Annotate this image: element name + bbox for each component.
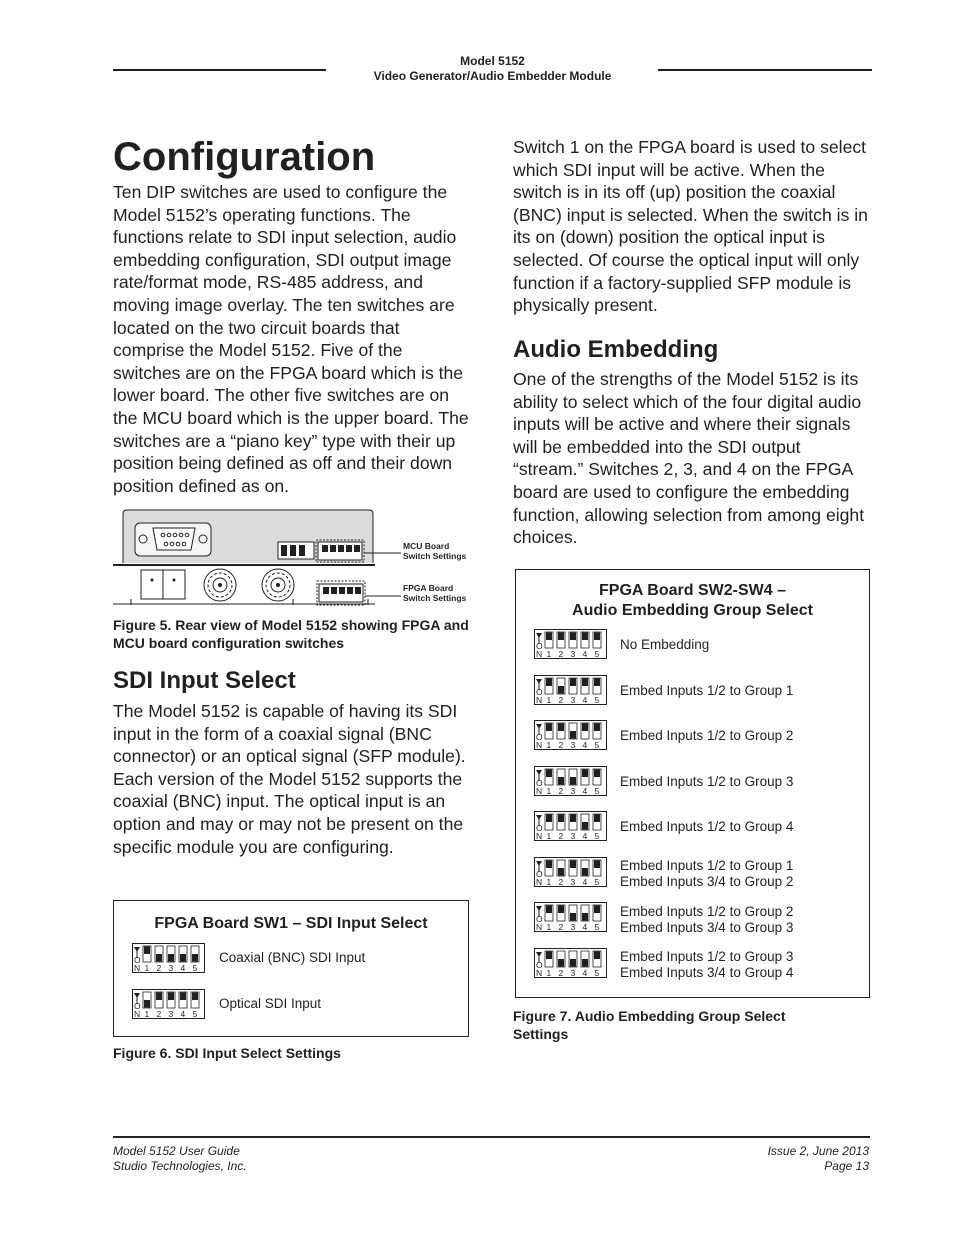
svg-text:O: O (536, 687, 543, 697)
svg-text:5: 5 (594, 968, 600, 978)
svg-text:3: 3 (570, 922, 576, 932)
svg-text:4: 4 (180, 963, 186, 973)
svg-text:O: O (536, 869, 543, 879)
svg-text:5: 5 (594, 877, 600, 887)
dip-switch (132, 943, 206, 978)
svg-text:2: 2 (558, 968, 564, 978)
svg-text:O: O (536, 914, 543, 924)
dip-switch-graphic (534, 902, 608, 932)
svg-text:3: 3 (570, 786, 576, 796)
svg-text:3: 3 (570, 831, 576, 841)
svg-text:N: N (536, 695, 543, 705)
figure7-caption: Figure 7. Audio Embedding Group Select Settings (513, 1008, 786, 1042)
figure7-row-label-2: Embed Inputs 3/4 to Group 2 (620, 874, 794, 889)
sdi-heading: SDI Input Select (113, 667, 296, 694)
svg-text:1: 1 (546, 831, 552, 841)
svg-text:2: 2 (156, 963, 162, 973)
svg-text:1: 1 (144, 963, 150, 973)
figure7-row-label: No Embedding (620, 637, 710, 652)
svg-text:3: 3 (570, 877, 576, 887)
figure6-row-label: Coaxial (BNC) SDI Input (219, 950, 366, 965)
svg-text:5: 5 (192, 963, 198, 973)
svg-text:5: 5 (192, 1009, 198, 1019)
svg-text:3: 3 (570, 695, 576, 705)
figure7-row-label: Embed Inputs 1/2 to Group 4 (620, 819, 794, 834)
header-product: Video Generator/Audio Embedder Module (373, 69, 612, 83)
svg-text:2: 2 (558, 877, 564, 887)
dip-switch (534, 629, 608, 664)
intro-paragraph: Ten DIP switches are used to configure the Model 5152’s operating functions. The functions relate to SDI input selection, audio embedding configuration, SDI output image rate/format mode, RS-485 address, and moving image overlay. The ten switches are located on the two circuit boards that comprise the Model 5152. Five of the switches are on the FPGA board which is the lower board. The other five switches are on the MCU board which is the upper board. The switches are a “piano key” type with their up position being defined as off and their down position defined as on. (113, 182, 469, 496)
svg-text:O: O (536, 960, 543, 970)
figure7-row-label: Embed Inputs 1/2 to Group 1 (620, 683, 794, 698)
figure5-caption: Figure 5. Rear view of Model 5152 showing FPGA and MCU board configuration switches (113, 617, 469, 651)
svg-text:3: 3 (570, 740, 576, 750)
figure6-title: FPGA Board SW1 – SDI Input Select (154, 915, 428, 932)
svg-text:3: 3 (168, 1009, 174, 1019)
figure7-title-line1: FPGA Board SW2-SW4 – (599, 582, 786, 599)
mcu-label-line1: MCU Board (403, 541, 450, 551)
dip-switch-graphic (132, 989, 206, 1019)
fpga-board-label (403, 583, 466, 603)
svg-text:N: N (536, 786, 543, 796)
header-model: Model 5152 (460, 54, 525, 68)
dip-switch (534, 948, 608, 983)
figure7-row-label: Embed Inputs 1/2 to Group 2 (620, 728, 794, 743)
svg-text:4: 4 (582, 831, 588, 841)
header-rule-left (113, 69, 326, 71)
figure6-caption: Figure 6. SDI Input Select Settings (113, 1045, 341, 1061)
footer-issue: Issue 2, June 2013 (767, 1144, 869, 1158)
footer-company: Studio Technologies, Inc. (113, 1159, 247, 1173)
dip-switch-graphic (534, 629, 608, 659)
svg-text:2: 2 (558, 695, 564, 705)
svg-text:4: 4 (180, 1009, 186, 1019)
dip-switch-graphic (132, 943, 206, 973)
dip-switch (132, 989, 206, 1024)
svg-text:1: 1 (546, 649, 552, 659)
svg-text:5: 5 (594, 649, 600, 659)
footer-guide: Model 5152 User Guide (113, 1144, 240, 1158)
svg-text:O: O (134, 1001, 141, 1011)
svg-text:O: O (536, 732, 543, 742)
figure7-row-label-2: Embed Inputs 3/4 to Group 3 (620, 920, 794, 935)
figure7-row-label: Embed Inputs 1/2 to Group 3 (620, 774, 794, 789)
svg-text:N: N (134, 963, 141, 973)
svg-text:1: 1 (546, 740, 552, 750)
svg-text:5: 5 (594, 922, 600, 932)
figure7-row-label: Embed Inputs 1/2 to Group 1 (620, 858, 794, 873)
fpga-label-line2: Switch Settings (403, 593, 467, 603)
svg-text:4: 4 (582, 968, 588, 978)
svg-text:N: N (134, 1009, 141, 1019)
svg-text:O: O (134, 955, 141, 965)
svg-text:1: 1 (546, 877, 552, 887)
svg-text:1: 1 (546, 968, 552, 978)
svg-text:4: 4 (582, 695, 588, 705)
dip-switch (534, 675, 608, 710)
svg-text:2: 2 (558, 831, 564, 841)
dip-switch-graphic (534, 811, 608, 841)
svg-text:N: N (536, 649, 543, 659)
dip-switch (534, 811, 608, 846)
svg-text:2: 2 (558, 740, 564, 750)
figure7-box (515, 569, 870, 998)
svg-text:1: 1 (546, 922, 552, 932)
svg-text:5: 5 (594, 695, 600, 705)
svg-text:2: 2 (558, 922, 564, 932)
sdi-paragraph: The Model 5152 is capable of having its SDI input in the form of a coaxial signal (BNC connector) or an optical signal (SFP module). Each version of the Model 5152 supports the coaxial (BNC) input. The optical input is an option and may or may not be present on the specific module you are configuring. (113, 701, 466, 857)
svg-text:2: 2 (558, 786, 564, 796)
svg-text:3: 3 (570, 649, 576, 659)
svg-text:2: 2 (558, 649, 564, 659)
svg-text:4: 4 (582, 877, 588, 887)
page-title: Configuration (113, 135, 376, 179)
figure6-row-label: Optical SDI Input (219, 996, 322, 1011)
svg-text:1: 1 (546, 786, 552, 796)
figure7-title-line2: Audio Embedding Group Select (572, 602, 813, 619)
footer-page: Page 13 (824, 1159, 869, 1173)
audio-heading: Audio Embedding (513, 336, 719, 363)
svg-text:5: 5 (594, 831, 600, 841)
svg-text:N: N (536, 922, 543, 932)
svg-text:4: 4 (582, 786, 588, 796)
dip-switch (534, 857, 608, 892)
figure7-row-label: Embed Inputs 1/2 to Group 3 (620, 949, 794, 964)
svg-text:N: N (536, 740, 543, 750)
mcu-board-label (403, 541, 466, 561)
mcu-label-line2: Switch Settings (403, 551, 467, 561)
svg-text:O: O (536, 641, 543, 651)
dip-switch-graphic (534, 766, 608, 796)
dip-switch-graphic (534, 857, 608, 887)
fpga-label-line1: FPGA Board (403, 583, 454, 593)
svg-text:1: 1 (144, 1009, 150, 1019)
dip-switch (534, 720, 608, 755)
svg-text:O: O (536, 778, 543, 788)
svg-text:4: 4 (582, 922, 588, 932)
svg-text:5: 5 (594, 740, 600, 750)
svg-text:4: 4 (582, 649, 588, 659)
svg-text:4: 4 (582, 740, 588, 750)
dip-switch-graphic (534, 720, 608, 750)
svg-text:N: N (536, 877, 543, 887)
figure7-row-label-2: Embed Inputs 3/4 to Group 4 (620, 965, 794, 980)
switch1-paragraph: Switch 1 on the FPGA board is used to select which SDI input will be active. When the switch is in its off (up) position the coaxial (BNC) input is selected. When the switch is in its on (down) position the optical input is selected. Of course the optical input will only function if a factory-supplied SFP module is physically present. (513, 137, 868, 316)
figure7-row-label: Embed Inputs 1/2 to Group 2 (620, 904, 794, 919)
svg-text:3: 3 (168, 963, 174, 973)
rear-panel-figure (113, 508, 473, 608)
svg-text:2: 2 (156, 1009, 162, 1019)
dip-switch-graphic (534, 948, 608, 978)
audio-paragraph: One of the strengths of the Model 5152 is its ability to select which of the four digital audio inputs will be active and where their signals will be embedded into the SDI output “stream.” Switches 2, 3, and 4 on the FPGA board are used to configure the embedding function, allowing selection from among eight choices. (513, 369, 865, 548)
svg-text:N: N (536, 831, 543, 841)
svg-text:N: N (536, 968, 543, 978)
dip-switch-graphic (534, 675, 608, 705)
svg-text:O: O (536, 823, 543, 833)
header-rule-right (658, 69, 872, 71)
figure6-box (113, 900, 469, 1037)
dip-switch (534, 902, 608, 937)
svg-text:5: 5 (594, 786, 600, 796)
footer-rule (113, 1136, 870, 1138)
svg-text:3: 3 (570, 968, 576, 978)
dip-switch (534, 766, 608, 801)
svg-text:1: 1 (546, 695, 552, 705)
